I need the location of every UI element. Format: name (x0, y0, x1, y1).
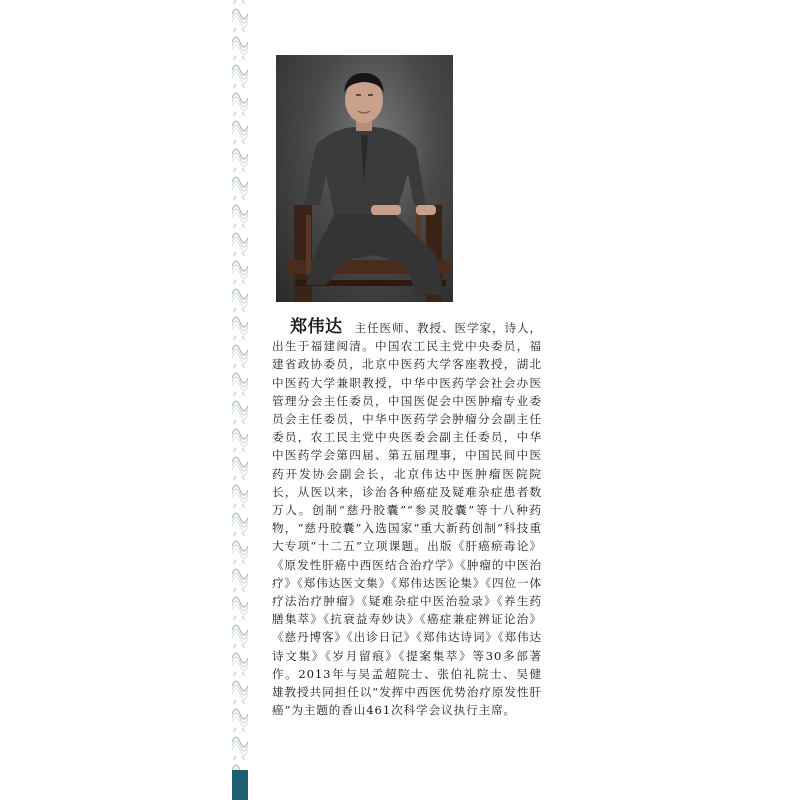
person-name: 郑伟达 (290, 317, 343, 337)
bio-text: 主任医师、教授、医学家，诗人，出生于福建闽清。中国农工民主党中央委员，福建省政协委员，北京中医药大学客座教授，湖北中医药大学兼职教授，中华中医药学会社会办医管理分会主任委员，中国医促会中医肿瘤专业委员会主任委员，中华中医药学会肿瘤分会副主任委员，农工民主党中央医委会副主任委员，中华中医药学会第四届、第五届理事，中国民间中医药开发协会副会长，北京伟达中医肿瘤医院院长，从医以来，诊治各种癌症及疑难杂症患者数万人。创制“慈丹胶囊”“参灵胶囊”等十八种药物，“慈丹胶囊”入选国家“重大新药创制”科技重大专项“十二五”立项课题。出版《肝癌瘀毒论》《原发性肝癌中西医结合治疗学》《肿瘤的中医治疗》《郑伟达医文集》《郑伟达医论集》《四位一体疗法治疗肿瘤》《疑难杂症中医治验录》《养生药膳集萃》《抗衰益寿妙诀》《癌症兼症辨证论治》《慈丹博客》《出诊日记》《郑伟达诗词》《郑伟达诗文集》《岁月留痕》《提案集萃》等30多部著作。2013年与吴孟超院士、张伯礼院士、吴健雄教授共同担任以“发挥中西医优势治疗原发性肝癌”为主题的香山461次科学会议执行主席。 (272, 321, 542, 718)
bio-paragraph (272, 318, 542, 719)
accent-bar (232, 770, 248, 800)
decorative-side-border (232, 0, 248, 800)
person-portrait-icon (276, 55, 453, 302)
portrait-photo (276, 55, 453, 302)
wave-pattern-icon (232, 0, 248, 800)
